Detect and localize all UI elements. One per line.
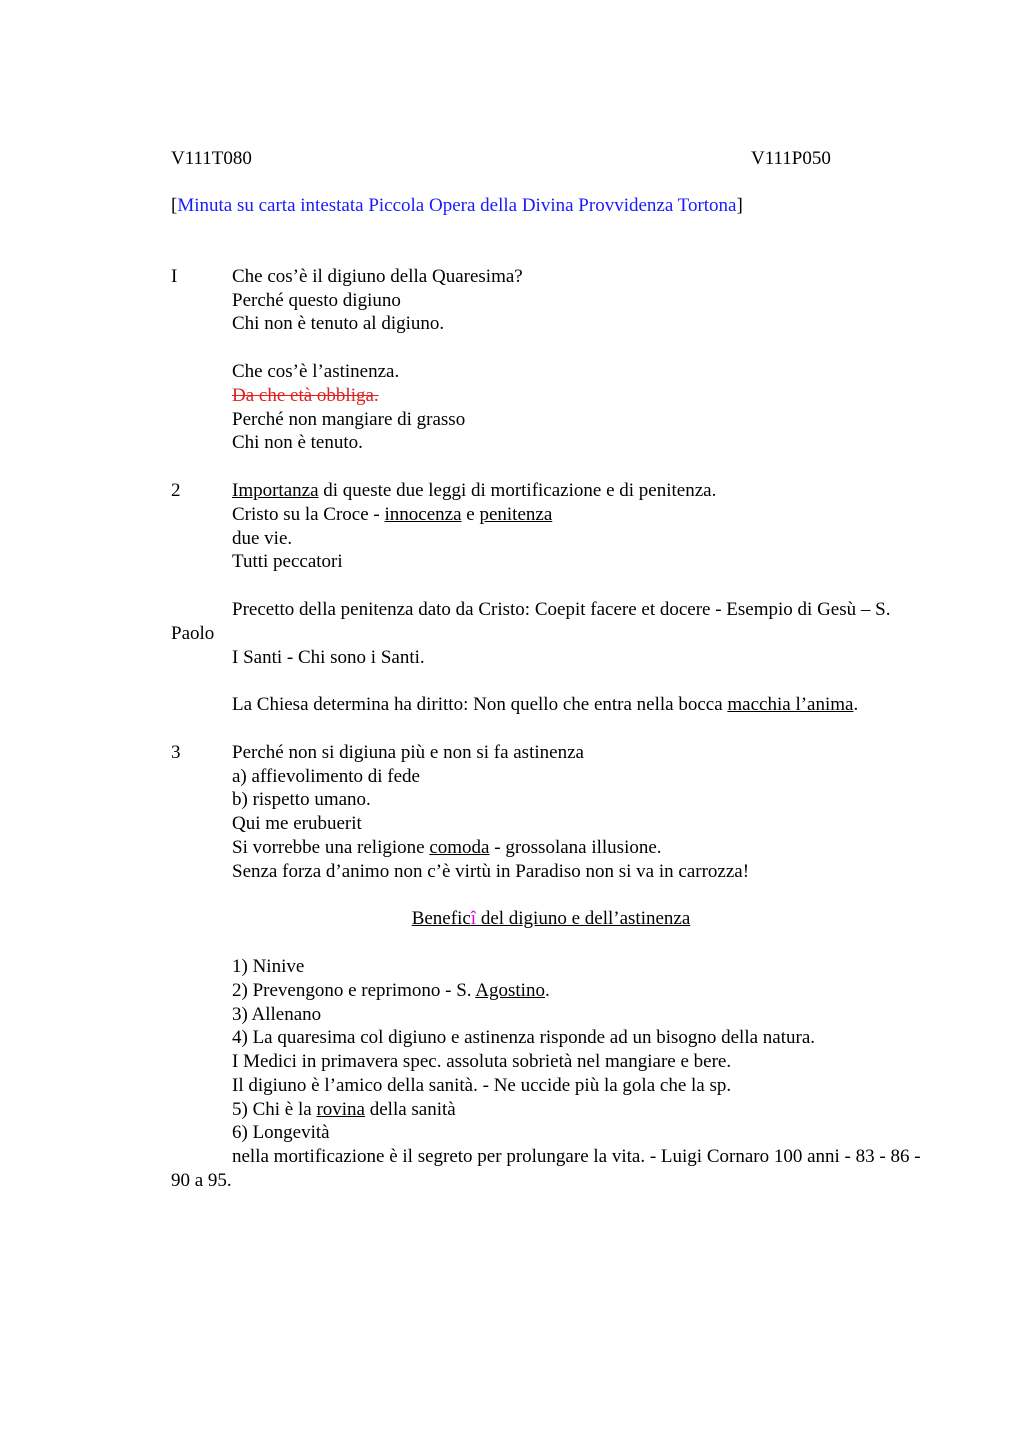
- text-line: Qui me erubuerit: [232, 813, 362, 835]
- list-item: Il digiuno è l’amico della sanità. - Ne uccide più la gola che la sp.: [232, 1074, 732, 1096]
- text-line: due vie.: [232, 527, 293, 549]
- note-bracket-open: [: [171, 195, 178, 216]
- underlined-word: Agostino: [475, 979, 545, 1001]
- text-line: Tutti peccatori: [232, 551, 343, 573]
- title-underlined: [412, 908, 691, 929]
- text-span: - grossolana illusione.: [489, 836, 662, 858]
- title-part: del digiuno e dell’astinenza: [476, 908, 691, 930]
- list-item: 3) Allenano: [232, 1003, 322, 1025]
- note-bracket-close: ]: [736, 195, 743, 216]
- text-span: Si vorrebbe una religione: [232, 836, 430, 858]
- text-line: Che cos’è l’astinenza.: [232, 360, 400, 382]
- text-paragraph: Precetto della penitenza dato da Cristo: Coepit facere et docere - Esempio di Gesù – S. Paolo: [171, 598, 891, 644]
- list-item: [232, 979, 931, 1003]
- underlined-word: Importanza: [232, 479, 319, 501]
- list-item: [232, 1098, 931, 1122]
- text-span: di queste due leggi di mortificazione e di penitenza.: [318, 479, 717, 501]
- left-code: V111T080: [171, 148, 252, 169]
- text-line: [232, 479, 931, 503]
- document-page: [171, 147, 931, 1193]
- underlined-word: innocenza: [384, 503, 462, 525]
- text-line: Perché non si digiuna più e non si fa astinenza: [232, 741, 584, 763]
- text-span: Cristo su la Croce -: [232, 503, 385, 525]
- text-line: Senza forza d’animo non c’è virtù in Paradiso non si va in carrozza!: [232, 860, 750, 882]
- text-line: [232, 693, 931, 717]
- text-line: Chi non è tenuto al digiuno.: [232, 313, 445, 335]
- section-number: I: [171, 265, 178, 287]
- right-code: V111P050: [751, 148, 831, 169]
- underlined-word: comoda: [429, 836, 490, 858]
- section-3: [171, 741, 931, 884]
- section-2: [171, 479, 931, 717]
- text-span: della sanità: [364, 1098, 456, 1120]
- underlined-word: rovina: [316, 1098, 365, 1120]
- section-number: 2: [171, 479, 181, 501]
- list-item: nella mortificazione è il segreto per prolungare la vita. - Luigi Cornaro 100 anni - 83 - 86 - 90 a 95.: [171, 1146, 921, 1192]
- text-line: [232, 836, 931, 860]
- struck-text-line: Da che età obbliga.: [232, 384, 379, 406]
- benefits-list: [171, 955, 931, 1193]
- text-span: .: [853, 694, 859, 716]
- text-line: Che cos’è il digiuno della Quaresima?: [232, 265, 523, 287]
- list-item: I Medici in primavera spec. assoluta sobrietà nel mangiare e bere.: [232, 1051, 732, 1073]
- underlined-word: penitenza: [479, 503, 553, 525]
- text-span: e: [461, 503, 480, 525]
- text-span: .: [544, 979, 550, 1001]
- title-part: Benefic: [411, 908, 471, 930]
- list-item: 1) Ninive: [232, 955, 305, 977]
- list-item: 4) La quaresima col digiuno e astinenza risponde ad un bisogno della natura.: [232, 1027, 816, 1049]
- text-span: 5) Chi è la: [232, 1098, 317, 1120]
- text-span: La Chiesa determina ha diritto: Non quello che entra nella bocca: [232, 694, 728, 716]
- section-1: [171, 265, 931, 455]
- text-span: 2) Prevengono e reprimono - S.: [232, 979, 476, 1001]
- note-text: Minuta su carta intestata Piccola Opera della Divina Provvidenza Tortona: [177, 195, 737, 216]
- text-line: Perché questo digiuno: [232, 289, 401, 311]
- section-title: [171, 907, 931, 931]
- text-line: a) affievolimento di fede: [232, 765, 420, 787]
- text-line: b) rispetto umano.: [232, 789, 371, 811]
- text-line: I Santi - Chi sono i Santi.: [232, 646, 425, 668]
- section-number: 3: [171, 741, 181, 763]
- text-line: Perché non mangiare di grasso: [232, 408, 466, 430]
- title-marked-letter: î: [470, 908, 477, 930]
- list-item: 6) Longevità: [232, 1122, 330, 1144]
- text-line: Chi non è tenuto.: [232, 432, 363, 454]
- text-line: [232, 503, 931, 527]
- document-header: [171, 147, 931, 171]
- editorial-note: [171, 194, 931, 218]
- underlined-phrase: macchia l’anima: [727, 694, 854, 716]
